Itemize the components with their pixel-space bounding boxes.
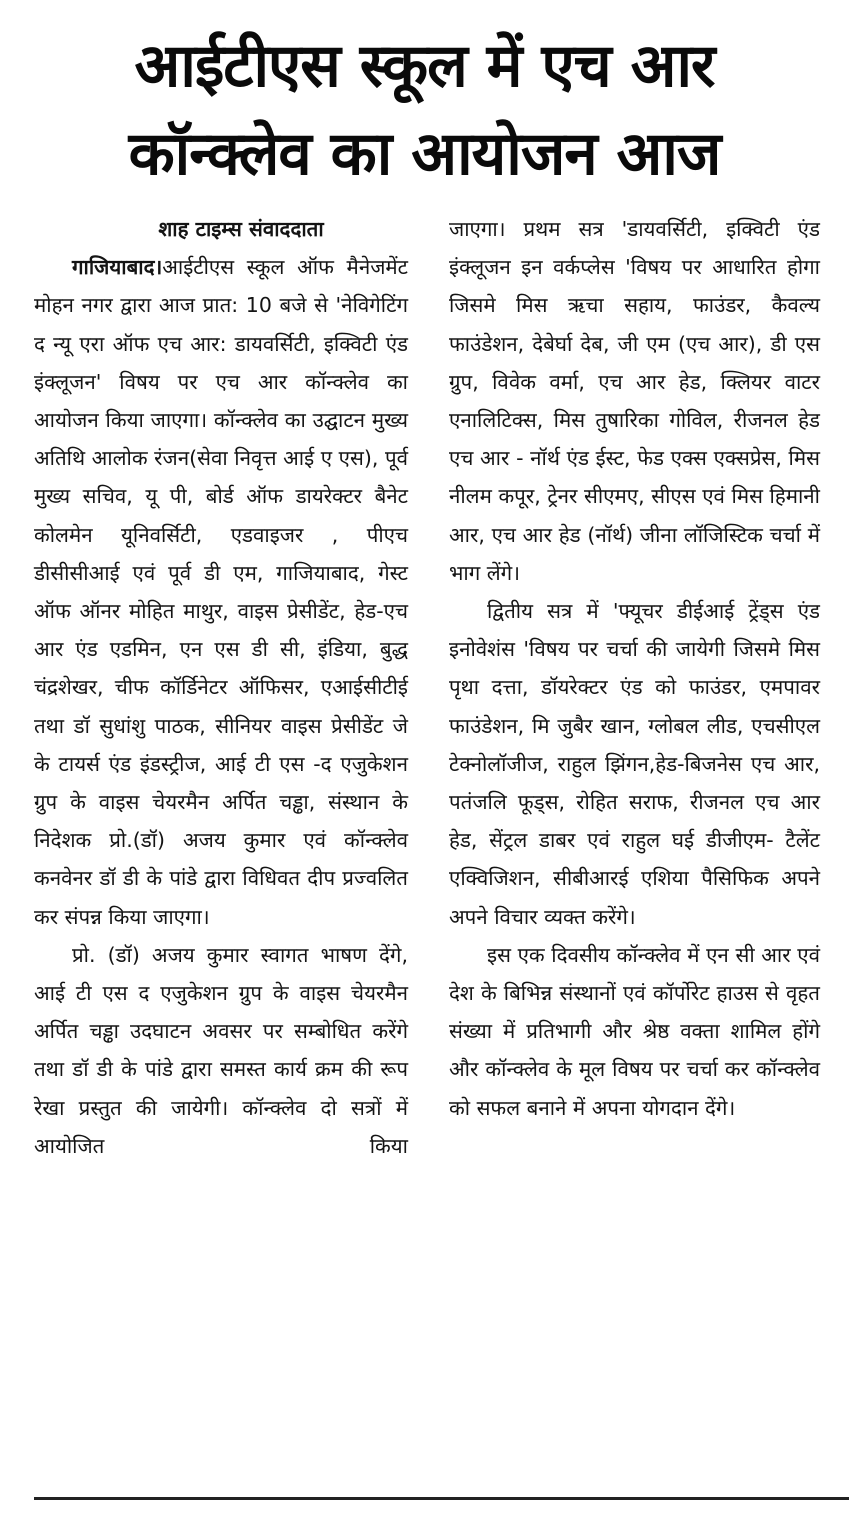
dateline: गाजियाबाद। [72,255,163,280]
article-paragraph-3: द्वितीय सत्र में 'फ्यूचर डीईआई ट्रेंड्स एंड इनोवेशंस 'विषय पर चर्चा की जायेगी जिसमे मिस पृथा दत्ता, डॉयरेक्टर एंड को फाउंडर, एमपावर फाउंडेशन, मि जुबैर खान, ग्लोबल लीड, एचसीएल टेक्नोलॉजीज, राहुल झिंगन,हेड-बिजनेस एच आर, पतंजलि फूड्स, रोहित सराफ, रीजनल एच आर हेड, सेंट्रल डाबर एवं राहुल घई डीजीएम- टैलेंट एक्विजिशन, सीबीआरई एशिया पैसिफिक अपने अपने विचार व्यक्त करेंगे। [449,599,820,929]
article-column-left [34,210,408,1165]
byline: शाह टाइम्स संवाददाता [158,217,324,241]
article-paragraph-1-text: आईटीएस स्कूल ऑफ मैनेजमेंट मोहन नगर द्वारा आज प्रात: 10 बजे से 'नेविगेटिंग द न्यू एरा ऑफ एच आर: डायवर्सिटी, इक्विटी एंड इंक्लूजन' विषय पर एच आर कॉन्क्लेव का आयोजन किया जाएगा। कॉन्क्लेव का उद्घाटन मुख्य अतिथि आलोक रंजन(सेवा निवृत्त आई ए एस), पूर्व मुख्य सचिव, यू पी, बोर्ड ऑफ डायरेक्टर बैनेट कोलमेन यूनिवर्सिटी, एडवाइजर , पीएच डीसीसीआई एवं पूर्व डी एम, गाजियाबाद, गेस्ट ऑफ ऑनर मोहित माथुर, वाइस प्रेसीडेंट, हेड-एच आर एंड एडमिन, एन एस डी सी, इंडिया, बुद्ध चंद्रशेखर, चीफ कॉर्डिनेटर ऑफिसर, एआईसीटीई तथा डॉ सुधांशु पाठक, सीनियर वाइस प्रेसीडेंट जे के टायर्स एंड इंडस्ट्रीज, आई टी एस -द एजुकेशन ग्रुप के वाइस चेयरमैन अर्पित चड्ढा, संस्थान के निदेशक प्रो.(डॉ) अजय कुमार एवं कॉन्क्लेव कनवेनर डॉ डी के पांडे द्वारा विधिवत दीप प्रज्वलित कर संपन्न किया जाएगा। [34,255,408,929]
headline-line-2: कॉन्क्लेव का आयोजन आज [128,119,721,189]
article-paragraph-1 [34,248,408,936]
headline [0,22,849,198]
article-column-right [449,210,820,1127]
article-paragraph-4: इस एक दिवसीय कॉन्क्लेव में एन सी आर एवं देश के बिभिन्न संस्थानों एवं कॉर्पोरेट हाउस से वृहत संख्या में प्रतिभागी और श्रेष्ठ वक्ता शामिल होंगे और कॉन्क्लेव के मूल विषय पर चर्चा कर कॉन्क्लेव को सफल बनाने में अपना योगदान देंगे। [449,942,820,1120]
bottom-rule [34,1497,849,1500]
article-paragraph-2-continued: जाएगा। प्रथम सत्र 'डायवर्सिटी, इक्विटी एंड इंक्लूजन इन वर्कप्लेस 'विषय पर आधारित होगा जिसमे मिस ऋचा सहाय, फाउंडर, कैवल्य फाउंडेशन, देबेर्घा देब, जी एम (एच आर), डी एस ग्रुप, विवेक वर्मा, एच आर हेड, क्लियर वाटर एनालिटिक्स, मिस तुषारिका गोविल, रीजनल हेड एच आर - नॉर्थ एंड ईस्ट, फेड एक्स एक्सप्रेस, मिस नीलम कपूर, ट्रेनर सीएमए, सीएस एवं मिस हिमानी आर, एच आर हेड (नॉर्थ) जीना लॉजिस्टिक चर्चा में भाग लेंगे। [449,217,820,585]
headline-line-1: आईटीएस स्कूल में एच आर [134,31,715,101]
article-paragraph-2: प्रो. (डॉ) अजय कुमार स्वागत भाषण देंगे, आई टी एस द एजुकेशन ग्रुप के वाइस चेयरमैन अर्पित चड्ढा उदघाटन अवसर पर सम्बोधित करेंगे तथा डॉ डी के पांडे द्वारा समस्त कार्य क्रम की रूप रेखा प्रस्तुत की जायेगी। कॉन्क्लेव दो सत्रों में आयोजित किया [34,942,408,1158]
